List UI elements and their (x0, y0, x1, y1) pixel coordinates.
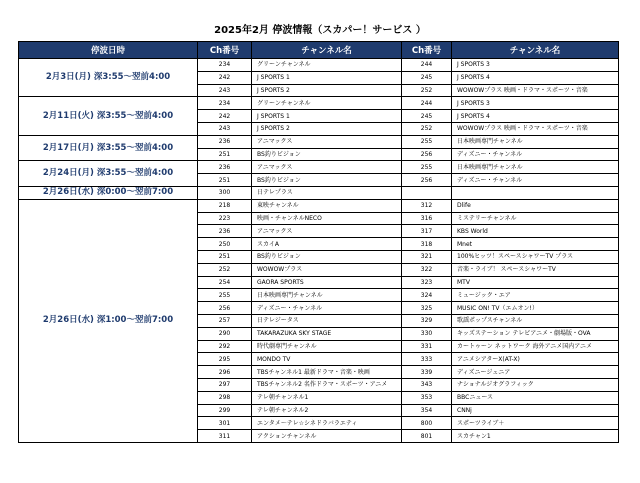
channel-name-left: 時代劇専門チャンネル (252, 340, 402, 353)
channel-name-right: アニメシアターX(AT-X) (452, 353, 619, 366)
channel-name-right: ディズニー・チャンネル (452, 148, 619, 161)
channel-name-left: テレ朝チャンネル1 (252, 391, 402, 404)
channel-number-left: 236 (198, 225, 252, 238)
channel-number-right: 317 (402, 225, 452, 238)
channel-name-left: テレ朝チャンネル2 (252, 404, 402, 417)
channel-name-right: キッズステーション テレビアニメ・劇場版・OVA (452, 327, 619, 340)
channel-number-left: 297 (198, 378, 252, 391)
channel-number-left: 242 (198, 110, 252, 123)
header-name-right: チャンネル名 (452, 42, 619, 59)
table-row (19, 186, 619, 199)
channel-number-right: 330 (402, 327, 452, 340)
channel-number-left: 251 (198, 250, 252, 263)
channel-number-left: 295 (198, 353, 252, 366)
channel-number-left: 254 (198, 276, 252, 289)
channel-number-right: 329 (402, 314, 452, 327)
channel-number-right: 244 (402, 59, 452, 72)
channel-name-right: MTV (452, 276, 619, 289)
channel-number-left: 299 (198, 404, 252, 417)
channel-name-left: アニマックス (252, 161, 402, 174)
channel-name-right: ディズニー・チャンネル (452, 174, 619, 187)
channel-name-right: スポーツライブ＋ (452, 417, 619, 430)
channel-number-right: 245 (402, 71, 452, 84)
outage-datetime: 2月24日(月) 深3:55～翌前4:00 (19, 161, 198, 187)
channel-number-right: 801 (402, 430, 452, 443)
channel-name-right: BBCニュース (452, 391, 619, 404)
channel-name-right: ディズニージュニア (452, 366, 619, 379)
channel-number-left: 251 (198, 148, 252, 161)
outage-datetime: 2月11日(火) 深3:55～翌前4:00 (19, 97, 198, 135)
outage-datetime: 2月17日(月) 深3:55～翌前4:00 (19, 135, 198, 161)
table-row (19, 97, 619, 110)
channel-name-right: MUSIC ON! TV（エムオン!） (452, 302, 619, 315)
channel-number-left: 236 (198, 161, 252, 174)
channel-number-right: 244 (402, 97, 452, 110)
channel-name-left: J SPORTS 2 (252, 84, 402, 97)
channel-number-left: 298 (198, 391, 252, 404)
channel-number-left: 223 (198, 212, 252, 225)
channel-number-right: 255 (402, 161, 452, 174)
header-ch-right: Ch番号 (402, 42, 452, 59)
table-row (19, 199, 619, 212)
channel-name-right: スカチャン1 (452, 430, 619, 443)
header-ch-left: Ch番号 (198, 42, 252, 59)
channel-number-left: 242 (198, 71, 252, 84)
channel-number-right: 354 (402, 404, 452, 417)
channel-name-right: 日本映画専門チャンネル (452, 161, 619, 174)
channel-number-right: 256 (402, 174, 452, 187)
channel-name-right: 音楽・ライブ！ スペースシャワーTV (452, 263, 619, 276)
channel-name-left: アニマックス (252, 135, 402, 148)
channel-name-right: J SPORTS 4 (452, 71, 619, 84)
channel-number-right: 800 (402, 417, 452, 430)
channel-name-right: ミュージック・エア (452, 289, 619, 302)
channel-name-right: J SPORTS 3 (452, 97, 619, 110)
channel-number-left: 251 (198, 174, 252, 187)
channel-name-left: エンタメ～テレ☆シネドラバラエティ (252, 417, 402, 430)
channel-name-left: BS釣りビジョン (252, 174, 402, 187)
channel-name-left: J SPORTS 1 (252, 110, 402, 123)
channel-name-left: グリーンチャンネル (252, 97, 402, 110)
channel-name-right: 日本映画専門チャンネル (452, 135, 619, 148)
channel-name-left: TBSチャンネル2 名作ドラマ・スポーツ・アニメ (252, 378, 402, 391)
channel-name-left: 日本映画専門チャンネル (252, 289, 402, 302)
channel-number-left: 296 (198, 366, 252, 379)
channel-number-right (402, 186, 452, 199)
channel-number-right: 252 (402, 122, 452, 135)
channel-name-right: J SPORTS 4 (452, 110, 619, 123)
channel-number-left: 234 (198, 59, 252, 72)
schedule-table (18, 41, 619, 443)
channel-number-left: 236 (198, 135, 252, 148)
channel-name-right: 100%ヒッツ！スペースシャワーTV プラス (452, 250, 619, 263)
table-row (19, 59, 619, 72)
channel-name-left: WOWOWプラス (252, 263, 402, 276)
channel-number-right: 333 (402, 353, 452, 366)
channel-name-left: BS釣りビジョン (252, 148, 402, 161)
channel-number-left: 250 (198, 238, 252, 251)
channel-number-left: 252 (198, 263, 252, 276)
channel-number-right: 321 (402, 250, 452, 263)
channel-name-right: WOWOWプラス 映画・ドラマ・スポーツ・音楽 (452, 122, 619, 135)
channel-name-right: WOWOWプラス 映画・ドラマ・スポーツ・音楽 (452, 84, 619, 97)
channel-name-left: J SPORTS 1 (252, 71, 402, 84)
channel-number-right: 324 (402, 289, 452, 302)
channel-number-right: 322 (402, 263, 452, 276)
channel-name-left: 東映チャンネル (252, 199, 402, 212)
channel-number-right: 353 (402, 391, 452, 404)
channel-name-left: ディズニー・チャンネル (252, 302, 402, 315)
channel-name-left: 日テレプラス (252, 186, 402, 199)
channel-number-right: 252 (402, 84, 452, 97)
page-title: 2025年2月 停波情報（スカパー！サービス ） (214, 25, 426, 36)
channel-name-right: 歌謡ポップスチャンネル (452, 314, 619, 327)
outage-datetime: 2月26日(水) 深1:00～翌前7:00 (19, 199, 198, 442)
channel-number-right: 245 (402, 110, 452, 123)
channel-name-left: BS釣りビジョン (252, 250, 402, 263)
channel-number-left: 290 (198, 327, 252, 340)
channel-number-left: 243 (198, 84, 252, 97)
channel-name-left: MONDO TV (252, 353, 402, 366)
channel-number-right: 316 (402, 212, 452, 225)
outage-datetime: 2月26日(水) 深0:00～翌前7:00 (19, 186, 198, 199)
channel-number-left: 234 (198, 97, 252, 110)
channel-name-right: カートゥーン ネットワーク 海外アニメ国内アニメ (452, 340, 619, 353)
channel-number-left: 300 (198, 186, 252, 199)
channel-name-right: KBS World (452, 225, 619, 238)
channel-number-left: 292 (198, 340, 252, 353)
channel-name-left: グリーンチャンネル (252, 59, 402, 72)
channel-number-right: 343 (402, 378, 452, 391)
channel-name-right: Mnet (452, 238, 619, 251)
channel-number-right: 323 (402, 276, 452, 289)
channel-number-left: 243 (198, 122, 252, 135)
channel-number-right: 339 (402, 366, 452, 379)
channel-number-left: 311 (198, 430, 252, 443)
header-date: 停波日時 (19, 42, 198, 59)
channel-name-left: スカイA (252, 238, 402, 251)
channel-number-right: 331 (402, 340, 452, 353)
channel-name-right: CNNj (452, 404, 619, 417)
outage-datetime: 2月3日(月) 深3:55～翌前4:00 (19, 59, 198, 97)
channel-name-right: ミステリーチャンネル (452, 212, 619, 225)
channel-name-left: アクションチャンネル (252, 430, 402, 443)
channel-number-left: 257 (198, 314, 252, 327)
channel-number-right: 255 (402, 135, 452, 148)
channel-number-left: 301 (198, 417, 252, 430)
channel-name-left: GAORA SPORTS (252, 276, 402, 289)
channel-name-right: J SPORTS 3 (452, 59, 619, 72)
channel-number-right: 312 (402, 199, 452, 212)
header-row (19, 42, 619, 59)
channel-name-right (452, 186, 619, 199)
channel-name-right: Dlife (452, 199, 619, 212)
channel-name-left: アニマックス (252, 225, 402, 238)
channel-name-left: 日テレジータス (252, 314, 402, 327)
header-name-left: チャンネル名 (252, 42, 402, 59)
channel-name-left: TBSチャンネル1 最新ドラマ・音楽・映画 (252, 366, 402, 379)
channel-name-right: ナショナルジオグラフィック (452, 378, 619, 391)
channel-number-right: 325 (402, 302, 452, 315)
table-row (19, 161, 619, 174)
table-row (19, 135, 619, 148)
channel-name-left: 映画・チャンネルNECO (252, 212, 402, 225)
channel-number-left: 255 (198, 289, 252, 302)
channel-number-left: 256 (198, 302, 252, 315)
channel-name-left: J SPORTS 2 (252, 122, 402, 135)
channel-number-right: 318 (402, 238, 452, 251)
channel-number-right: 256 (402, 148, 452, 161)
channel-number-left: 218 (198, 199, 252, 212)
channel-name-left: TAKARAZUKA SKY STAGE (252, 327, 402, 340)
